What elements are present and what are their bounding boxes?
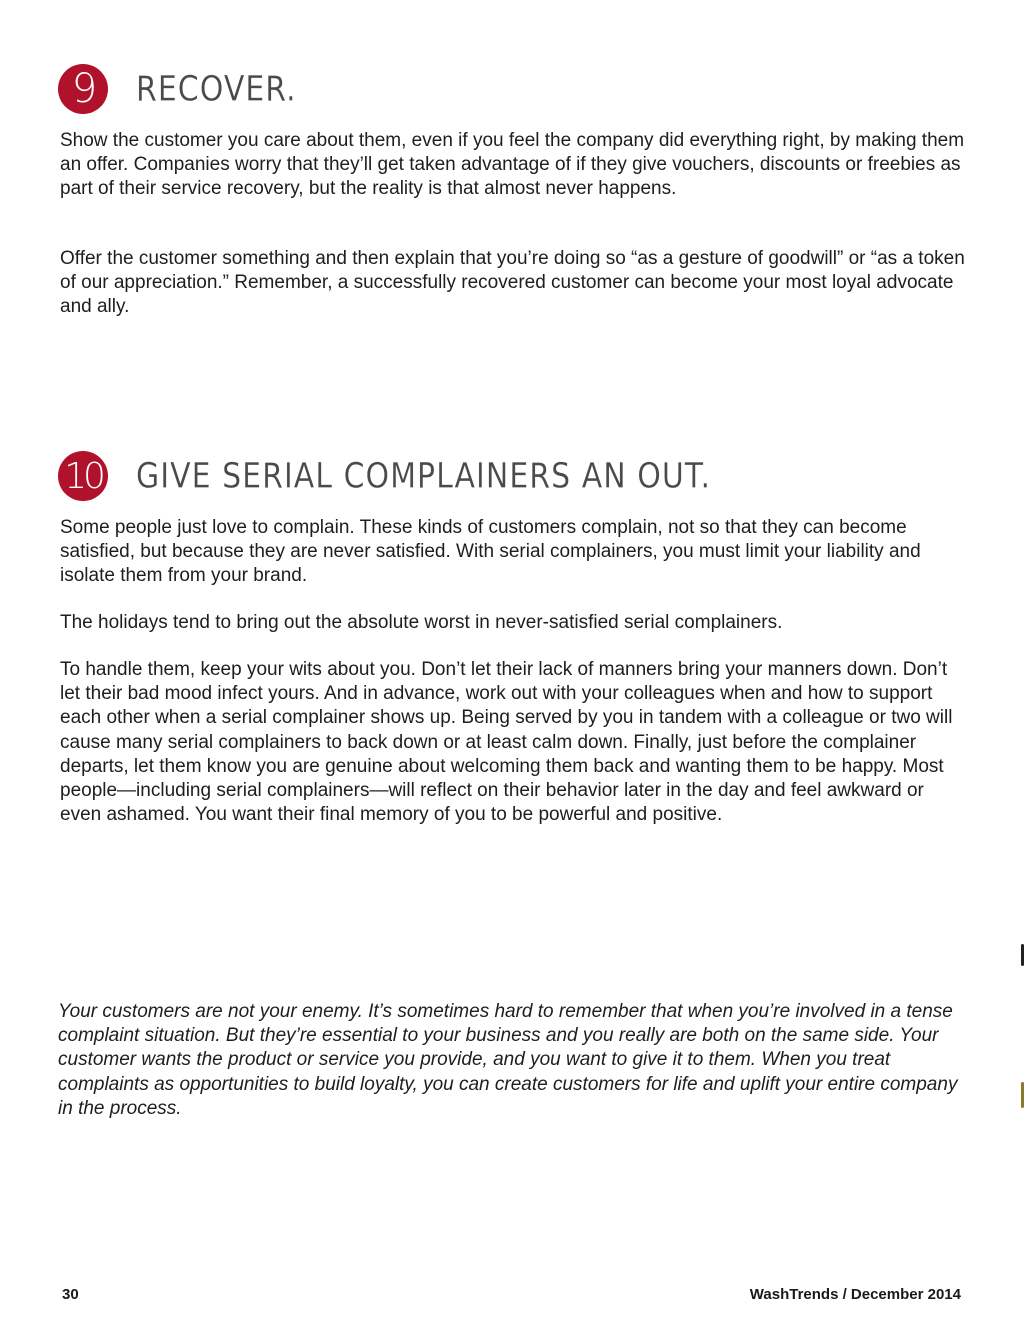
section-10-heading bbox=[58, 449, 711, 503]
page-number: 30 bbox=[62, 1286, 79, 1303]
section-9-heading bbox=[58, 62, 297, 116]
closing-paragraph: Your customers are not your enemy. It’s sometimes hard to remember that when you’re involved in a tense complaint situation. But they’re essential to your business and you really are both on the same side. Your customer wants the product or service you provide, and you want to give it to them. When you treat complaints as opportunities to build loyalty, you can create customers for life and uplift your entire company in the process. bbox=[58, 1001, 958, 1119]
section-10-paragraph-1: Some people just love to complain. These kinds of customers complain, not so that they can become satisfied, but because they are never satisfied. With serial complainers, you must limit your liability and isolate them from your brand. bbox=[60, 517, 921, 587]
section-number-badge: 9 bbox=[58, 64, 108, 114]
section-10-paragraph-3: To handle them, keep your wits about you. Don’t let their lack of manners bring your manners down. Don’t let their bad mood infect yours. And in advance, work out with your colleagues when and how to support each other when a serial complainer shows up. Being served by you in tandem with a colleague or two will cause many serial complainers to back down or at least calm down. Finally, just before the complainer departs, let them know you are genuine about welcoming them back and wanting them to be happy. Most people—including serial complainers—will reflect on their behavior later in the day and feel awkward or even ashamed. You want their final memory of you to be powerful and positive. bbox=[60, 659, 953, 826]
section-title: GIVE SERIAL COMPLAINERS AN OUT. bbox=[136, 455, 712, 497]
publication-footer: WashTrends / December 2014 bbox=[749, 1286, 961, 1303]
section-number-badge: 10 bbox=[58, 451, 108, 501]
section-10-paragraph-2: The holidays tend to bring out the absolute worst in never-satisfied serial complainers. bbox=[60, 612, 783, 633]
section-9-paragraph-2: Offer the customer something and then explain that you’re doing so “as a gesture of goodwill” or “as a token of our appreciation.” Remember, a successfully recovered customer can become your most loyal advocate and ally. bbox=[60, 248, 965, 318]
section-title: RECOVER. bbox=[136, 68, 297, 110]
section-9-paragraph-1: Show the customer you care about them, even if you feel the company did everything right, by making them an offer. Companies worry that they’ll get taken advantage of if they give vouchers, discounts or freebies as part of their service recovery, but the reality is that almost never happens. bbox=[60, 130, 965, 200]
